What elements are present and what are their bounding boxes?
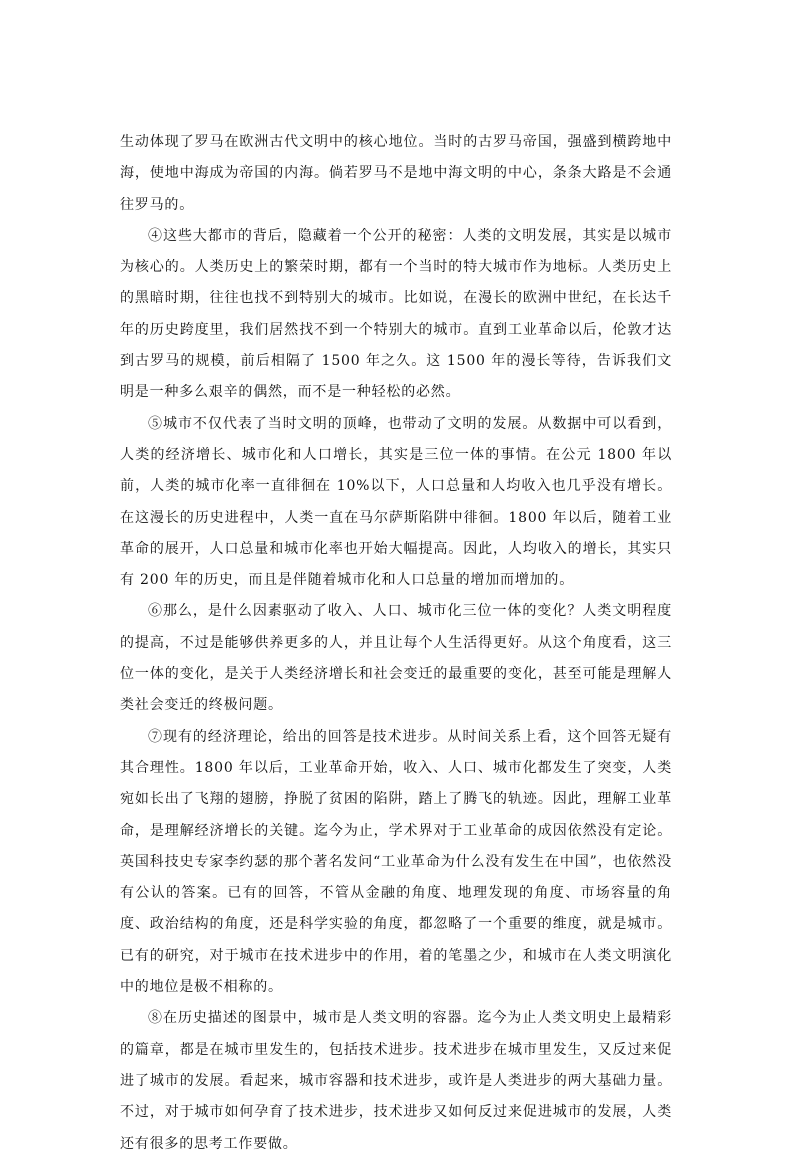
paragraph-7: ⑦现有的经济理论，给出的回答是技术进步。从时间关系上看，这个回答无疑有其合理性。1800 年以后，工业革命开始，收入、人口、城市化都发生了突变，人类宛如长出了飞翔的翅膀，挣脱了贫困的陷阱，踏上了腾飞的轨迹。因此，理解工业革命，是理解经济增长的关键。迄今为止，学术界对于工业革命的成因依然没有定论。英国科技史专家李约瑟的那个著名发问“工业革命为什么没有发生在中国”，也依然没有公认的答案。已有的回答，不管从金融的角度、地理发现的角度、市场容量的角度、政治结构的角度，还是科学实验的角度，都忽略了一个重要的维度，就是城市。已有的研究，对于城市在技术进步中的作用，着的笔墨之少，和城市在人类文明演化中的地位是极不相称的。: [120, 728, 672, 996]
paragraph-4: ④这些大都市的背后，隐藏着一个公开的秘密：人类的文明发展，其实是以城市为核心的。人类历史上的繁荣时期，都有一个当时的特大城市作为地标。人类历史上的黑暗时期，往往也找不到特别大的城市。比如说，在漫长的欧洲中世纪，在长达千年的历史跨度里，我们居然找不到一个特别大的城市。直到工业革命以后，伦敦才达到古罗马的规模，前后相隔了 1500 年之久。这 1500 年的漫长等待，告诉我们文明是一种多么艰辛的偶然，而不是一种轻松的必然。: [120, 227, 672, 401]
paragraph-continuation: 生动体现了罗马在欧洲古代文明中的核心地位。当时的古罗马帝国，强盛到横跨地中海，使地中海成为帝国的内海。倘若罗马不是地中海文明的中心，条条大路是不会通往罗马的。: [120, 134, 672, 213]
article-body: [120, 127, 672, 1160]
paragraph-5: ⑤城市不仅代表了当时文明的顶峰，也带动了文明的发展。从数据中可以看到，人类的经济增长、城市化和人口增长，其实是三位一体的事情。在公元 1800 年以前，人类的城市化率一直徘徊在 10%以下，人口总量和人均收入也几乎没有增长。在这漫长的历史进程中，人类一直在马尔萨斯陷阱中徘徊。1800 年以后，随着工业革命的展开，人口总量和城市化率也开始大幅提高。因此，人均收入的增长，其实只有 200 年的历史，而且是伴随着城市化和人口总量的增加而增加的。: [120, 415, 672, 589]
paragraph-8: ⑧在历史描述的图景中，城市是人类文明的容器。迄今为止人类文明史上最精彩的篇章，都是在城市里发生的，包括技术进步。技术进步在城市里发生，又反过来促进了城市的发展。看起来，城市容器和技术进步，或许是人类进步的两大基础力量。不过，对于城市如何孕育了技术进步，技术进步又如何反过来促进城市的发展，人类还有很多的思考工作要做。: [120, 1010, 672, 1152]
paragraph-6: ⑥那么，是什么因素驱动了收入、人口、城市化三位一体的变化？人类文明程度的提高，不过是能够供养更多的人，并且让每个人生活得更好。从这个角度看，这三位一体的变化，是关于人类经济增长和社会变迁的最重要的变化，甚至可能是理解人类社会变迁的终极问题。: [120, 603, 672, 714]
